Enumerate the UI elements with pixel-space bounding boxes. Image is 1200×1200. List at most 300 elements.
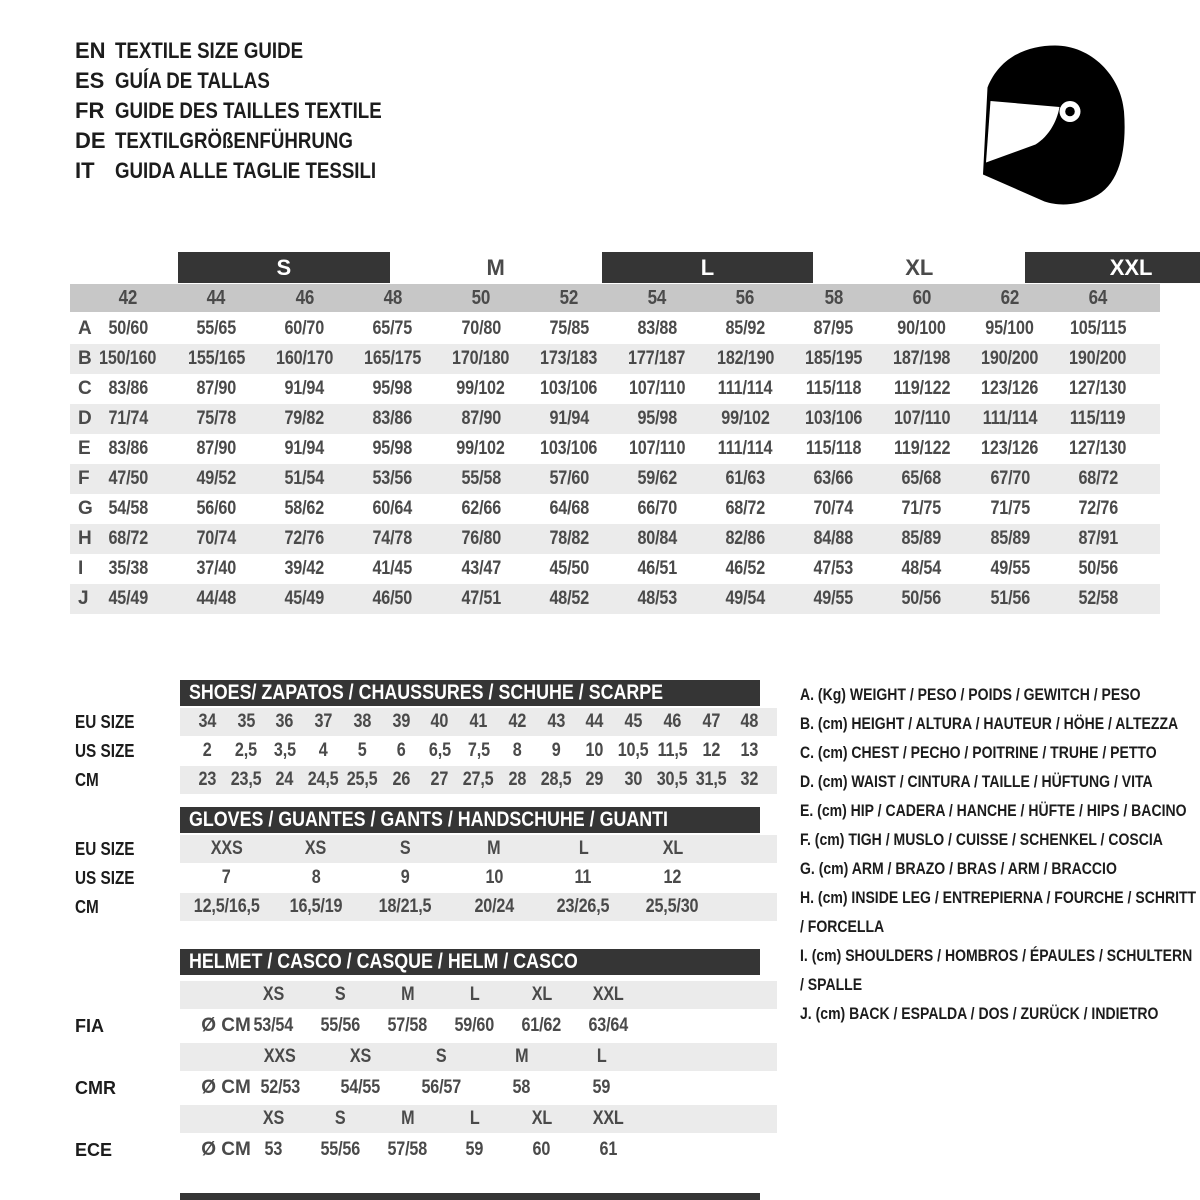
language-title-list <box>75 36 429 186</box>
value-cell: 83/88 <box>637 318 677 339</box>
value-cell: 47/51 <box>460 588 501 609</box>
value-cell: 190/200 <box>981 348 1039 369</box>
size-label-s: S <box>178 252 390 283</box>
value-cell: 60/70 <box>284 318 325 339</box>
legend-item-i: I. (cm) SHOULDERS / HOMBROS / ÉPAULES / SCHULTERN / SPALLE <box>800 947 1193 994</box>
gloves-eu-value: S <box>399 838 411 859</box>
helmet-size-label: XS <box>349 1046 372 1067</box>
helmet-value: 56/57 <box>421 1077 461 1098</box>
value-cell: 70/74 <box>813 498 854 519</box>
language-row <box>75 66 429 96</box>
helmet-size-label: XXL <box>593 984 624 1005</box>
standard-label-cmr: CMR <box>75 1077 116 1098</box>
value-cell: 95/98 <box>637 408 677 429</box>
gloves-us-value: 11 <box>574 867 592 888</box>
gloves-eu-cells <box>182 835 717 863</box>
size-label-l: L <box>602 252 814 283</box>
measure-row-c <box>70 374 1160 404</box>
measure-row-h <box>70 524 1160 554</box>
value-cell: 99/102 <box>721 408 770 429</box>
value-cell: 95/98 <box>372 438 413 459</box>
shoes-cm-value: 25,5 <box>346 769 378 790</box>
value-cell: 155/165 <box>187 348 245 369</box>
shoes-us-value: 2,5 <box>235 740 258 761</box>
value-cell: 107/110 <box>628 438 686 459</box>
value-cell: 190/200 <box>1069 348 1127 369</box>
value-cell: 165/175 <box>363 348 422 369</box>
row-label: H <box>78 528 92 549</box>
value-cell: 173/183 <box>540 348 598 369</box>
shoes-us-value: 7,5 <box>467 740 490 761</box>
value-cell: 115/118 <box>805 378 862 399</box>
shoes-cm-value: 28,5 <box>540 769 572 790</box>
value-cell: 85/92 <box>725 318 766 339</box>
value-cell: 61/63 <box>725 468 766 489</box>
value-cell: 46/52 <box>725 558 766 579</box>
shoes-eu-value: 41 <box>469 711 488 732</box>
helmet-size-label: L <box>469 984 480 1005</box>
shoes-us-value: 11,5 <box>657 740 688 761</box>
shoes-cm-value: 24 <box>276 769 294 790</box>
value-cell: 91/94 <box>549 408 589 429</box>
size-letter-header-row <box>178 252 1200 283</box>
value-cell: 87/90 <box>196 378 237 399</box>
value-cell: 127/130 <box>1069 378 1127 399</box>
gloves-us-value: 7 <box>222 867 231 888</box>
value-cell: 57/60 <box>549 468 589 489</box>
measure-row-e <box>70 434 1160 464</box>
value-cell: 52/58 <box>1078 588 1118 609</box>
value-cell: 44/48 <box>196 588 237 609</box>
gloves-eu-value: XXS <box>210 838 243 859</box>
gloves-cm-label: CM <box>75 896 99 917</box>
language-row <box>75 126 429 156</box>
shoes-us-value: 9 <box>551 740 561 761</box>
value-cell: 182/190 <box>716 348 774 369</box>
shoes-us-value: 3,5 <box>273 740 296 761</box>
value-cell: 103/106 <box>540 438 598 459</box>
legend-item-f: F. (cm) TIGH / MUSLO / CUISSE / SCHENKEL / COSCIA <box>800 831 1163 849</box>
helmet-size-band-cmr <box>180 1043 777 1071</box>
shoes-eu-value: 43 <box>547 711 565 732</box>
shoes-eu-row <box>180 708 777 736</box>
value-cell: 127/130 <box>1069 438 1127 459</box>
value-cell: 87/90 <box>460 408 501 429</box>
helmet-value: 57/58 <box>387 1015 428 1036</box>
value-cell: 65/68 <box>901 468 942 489</box>
gloves-eu-value: L <box>578 838 589 859</box>
value-cell: 115/118 <box>805 438 862 459</box>
helmet-size-label: XL <box>531 1108 552 1129</box>
value-cell: 66/70 <box>637 498 677 519</box>
value-cell: 72/76 <box>284 528 325 549</box>
value-cell: 55/65 <box>196 318 237 339</box>
helmet-size-label: XS <box>262 1108 285 1129</box>
row-values <box>84 344 1142 374</box>
row-values <box>84 314 1142 344</box>
value-cell: 91/94 <box>284 438 325 459</box>
value-cell: 85/89 <box>901 528 942 549</box>
value-cell: 111/114 <box>718 438 773 459</box>
helmet-value-row-fia <box>180 1012 777 1040</box>
numeric-size-cells <box>84 284 1142 312</box>
gloves-eu-value: XL <box>662 838 683 859</box>
value-cell: 119/122 <box>893 438 950 459</box>
gloves-eu-value: XS <box>305 838 327 859</box>
racing-helmet-icon <box>980 42 1130 205</box>
shoes-cm-value: 30,5 <box>656 769 688 790</box>
value-cell: 160/170 <box>275 348 334 369</box>
shoes-cm-value: 24,5 <box>308 769 339 790</box>
helmet-size-label: M <box>400 984 415 1005</box>
helmet-size-labels <box>240 1043 642 1071</box>
value-cell: 83/86 <box>372 408 413 429</box>
numeric-size-52: 52 <box>559 286 579 309</box>
value-cell: 111/114 <box>982 408 1038 429</box>
helmet-value: 59 <box>465 1139 484 1160</box>
helmet-size-label: XS <box>262 984 285 1005</box>
row-values <box>84 464 1142 494</box>
gloves-cm-value: 18/21,5 <box>378 896 432 917</box>
shoes-eu-value: 39 <box>392 711 410 732</box>
numeric-size-60: 60 <box>912 286 931 309</box>
value-cell: 37/40 <box>196 558 237 579</box>
gloves-section-title: GLOVES / GUANTES / GANTS / HANDSCHUHE / GUANTI <box>189 808 669 831</box>
gloves-us-value: 8 <box>311 867 321 888</box>
helmet-value-row-ece <box>180 1136 777 1164</box>
shoes-us-value: 12 <box>702 740 720 761</box>
value-cell: 58/62 <box>284 498 325 519</box>
shoes-cm-value: 29 <box>585 769 604 790</box>
value-cell: 48/54 <box>901 558 942 579</box>
gloves-cm-value: 23/26,5 <box>556 896 610 917</box>
helmet-values <box>240 1074 642 1102</box>
gloves-us-cells <box>182 864 717 892</box>
helmet-value: 61/62 <box>521 1015 562 1036</box>
value-cell: 70/80 <box>460 318 501 339</box>
diameter-cm-label: Ø CM <box>201 1077 251 1098</box>
row-values <box>84 404 1142 434</box>
helmet-size-label: M <box>400 1108 415 1129</box>
shoes-cm-value: 23,5 <box>230 769 262 790</box>
shoes-cm-label: CM <box>75 769 99 790</box>
row-label: G <box>78 498 93 519</box>
helmet-size-band-fia <box>180 981 777 1009</box>
value-cell: 45/49 <box>284 588 325 609</box>
numeric-size-62: 62 <box>1000 286 1020 309</box>
gloves-cm-cells <box>182 893 717 921</box>
value-cell: 49/52 <box>196 468 237 489</box>
value-cell: 68/72 <box>725 498 766 519</box>
legend-item-b: B. (cm) HEIGHT / ALTURA / HAUTEUR / HÖHE / ALTEZZA <box>800 715 1179 733</box>
gloves-us-value: 9 <box>400 867 410 888</box>
row-label: E <box>78 438 91 459</box>
measurement-legend <box>800 681 1200 1029</box>
value-cell: 47/50 <box>108 468 148 489</box>
shoes-cm-value: 30 <box>624 769 643 790</box>
value-cell: 170/180 <box>452 348 510 369</box>
value-cell: 79/82 <box>284 408 325 429</box>
value-cell: 71/74 <box>108 408 148 429</box>
value-cell: 177/187 <box>628 348 686 369</box>
value-cell: 51/54 <box>284 468 325 489</box>
numeric-size-44: 44 <box>206 286 226 309</box>
language-code: ES <box>75 68 105 93</box>
language-row <box>75 96 429 126</box>
value-cell: 72/76 <box>1078 498 1118 519</box>
legend-item-e: E. (cm) HIP / CADERA / HANCHE / HÜFTE / HIPS / BACINO <box>800 802 1187 820</box>
value-cell: 50/60 <box>108 318 148 339</box>
language-code: EN <box>75 38 106 63</box>
shoes-cm-cells <box>188 766 769 794</box>
helmet-size-label: M <box>514 1046 529 1067</box>
shoes-eu-value: 45 <box>624 711 643 732</box>
size-label-m: M <box>486 254 505 280</box>
legend-item-h: H. (cm) INSIDE LEG / ENTREPIERNA / FOURCHE / SCHRITT / FORCELLA <box>800 889 1197 936</box>
language-code: IT <box>75 158 95 183</box>
measurement-table <box>70 314 1160 614</box>
shoes-us-size-label: US SIZE <box>75 740 135 761</box>
shoes-cm-value: 28 <box>508 769 527 790</box>
numeric-size-58: 58 <box>824 286 843 309</box>
value-cell: 78/82 <box>549 528 589 549</box>
shoes-eu-size-label: EU SIZE <box>75 711 135 732</box>
value-cell: 45/50 <box>549 558 589 579</box>
shoes-eu-value: 40 <box>430 711 449 732</box>
gloves-us-value: 10 <box>485 867 503 888</box>
shoes-eu-value: 37 <box>314 711 333 732</box>
cutoff-section-bar <box>180 1193 760 1200</box>
helmet-value: 52/53 <box>260 1077 300 1098</box>
language-title: GUIDE DES TAILLES TEXTILE <box>115 98 382 123</box>
gloves-us-value: 12 <box>663 867 682 888</box>
language-row <box>75 36 429 66</box>
shoes-eu-cells <box>188 708 769 736</box>
value-cell: 47/53 <box>813 558 854 579</box>
gloves-cm-value: 12,5/16,5 <box>193 896 260 917</box>
shoes-eu-value: 35 <box>237 711 255 732</box>
value-cell: 49/55 <box>813 588 854 609</box>
value-cell: 119/122 <box>893 378 950 399</box>
legend-item-c: C. (cm) CHEST / PECHO / POITRINE / TRUHE / PETTO <box>800 744 1157 762</box>
measure-row-i <box>70 554 1160 584</box>
value-cell: 68/72 <box>108 528 148 549</box>
shoes-us-value: 6 <box>396 740 406 761</box>
value-cell: 49/55 <box>990 558 1030 579</box>
value-cell: 187/198 <box>893 348 951 369</box>
value-cell: 41/45 <box>372 558 413 579</box>
value-cell: 67/70 <box>990 468 1030 489</box>
value-cell: 46/51 <box>637 558 677 579</box>
value-cell: 65/75 <box>372 318 413 339</box>
value-cell: 71/75 <box>901 498 942 519</box>
row-label: D <box>78 408 92 429</box>
shoes-us-row <box>180 737 777 765</box>
gloves-cm-value: 20/24 <box>474 896 514 917</box>
shoes-cm-value: 27 <box>430 769 449 790</box>
numeric-size-42: 42 <box>118 286 138 309</box>
helmet-size-label: XXS <box>264 1046 297 1067</box>
value-cell: 103/106 <box>804 408 863 429</box>
shoes-eu-value: 48 <box>740 711 759 732</box>
helmet-value: 59 <box>593 1077 611 1098</box>
helmet-size-label: S <box>335 984 346 1005</box>
helmet-value: 63/64 <box>588 1015 629 1036</box>
gloves-eu-row <box>180 835 777 863</box>
shoes-us-value: 2 <box>202 740 212 761</box>
row-label: A <box>78 318 92 339</box>
numeric-size-64: 64 <box>1088 286 1108 309</box>
value-cell: 107/110 <box>893 408 950 429</box>
helmet-values <box>240 1136 642 1164</box>
helmet-size-label: XL <box>531 984 552 1005</box>
value-cell: 99/102 <box>456 438 505 459</box>
helmet-value-row-cmr <box>180 1074 777 1102</box>
helmet-value: 58 <box>512 1077 531 1098</box>
measure-row-b <box>70 344 1160 374</box>
value-cell: 50/56 <box>1078 558 1118 579</box>
value-cell: 70/74 <box>196 528 237 549</box>
value-cell: 123/126 <box>981 438 1039 459</box>
shoes-us-value: 5 <box>357 740 367 761</box>
numeric-size-48: 48 <box>383 286 402 309</box>
measure-row-d <box>70 404 1160 434</box>
row-values <box>84 494 1142 524</box>
helmet-values <box>240 1012 642 1040</box>
helmet-size-band-ece <box>180 1105 777 1133</box>
value-cell: 75/85 <box>549 318 589 339</box>
shoes-us-value: 13 <box>740 740 759 761</box>
standard-label-fia: FIA <box>75 1015 104 1036</box>
value-cell: 83/86 <box>108 438 148 459</box>
value-cell: 75/78 <box>196 408 237 429</box>
helmet-size-label: S <box>335 1108 346 1129</box>
language-title: TEXTILE SIZE GUIDE <box>115 38 304 63</box>
shoes-section-title: SHOES/ ZAPATOS / CHAUSSURES / SCHUHE / SCARPE <box>189 681 664 704</box>
shoes-eu-value: 46 <box>663 711 681 732</box>
helmet-size-label: L <box>596 1046 607 1067</box>
value-cell: 45/49 <box>108 588 148 609</box>
helmet-value: 55/56 <box>320 1139 361 1160</box>
helmet-value: 53/54 <box>253 1015 294 1036</box>
helmet-value: 57/58 <box>387 1139 428 1160</box>
helmet-value: 61 <box>599 1139 618 1160</box>
value-cell: 74/78 <box>372 528 413 549</box>
shoes-cm-value: 26 <box>392 769 410 790</box>
value-cell: 90/100 <box>897 318 946 339</box>
value-cell: 48/53 <box>637 588 677 609</box>
numeric-size-band <box>70 284 1160 312</box>
shoes-us-cells <box>188 737 769 765</box>
helmet-value: 53 <box>264 1139 283 1160</box>
value-cell: 105/115 <box>1069 318 1127 339</box>
shoes-cm-value: 32 <box>740 769 759 790</box>
value-cell: 80/84 <box>637 528 677 549</box>
helmet-size-labels <box>240 1105 642 1133</box>
helmet-size-labels <box>240 981 642 1009</box>
shoes-eu-value: 38 <box>353 711 372 732</box>
gloves-eu-value: M <box>487 838 501 859</box>
value-cell: 103/106 <box>540 378 598 399</box>
gloves-eu-size-label: EU SIZE <box>75 838 135 859</box>
row-values <box>84 554 1142 584</box>
value-cell: 87/95 <box>813 318 854 339</box>
helmet-size-label: XXL <box>593 1108 624 1129</box>
shoes-us-value: 6,5 <box>428 740 451 761</box>
gloves-cm-value: 25,5/30 <box>646 896 699 917</box>
shoes-cm-value: 31,5 <box>695 769 727 790</box>
helmet-size-label: S <box>435 1046 447 1067</box>
value-cell: 84/88 <box>813 528 854 549</box>
value-cell: 95/98 <box>372 378 413 399</box>
helmet-value: 60 <box>532 1139 551 1160</box>
value-cell: 49/54 <box>725 588 766 609</box>
value-cell: 111/114 <box>718 378 773 399</box>
shoes-eu-value: 36 <box>276 711 294 732</box>
value-cell: 91/94 <box>284 378 325 399</box>
value-cell: 99/102 <box>456 378 505 399</box>
value-cell: 62/66 <box>460 498 501 519</box>
measure-row-a <box>70 314 1160 344</box>
legend-item-j: J. (cm) BACK / ESPALDA / DOS / ZURÜCK / INDIETRO <box>800 1005 1159 1023</box>
shoes-eu-value: 42 <box>508 711 527 732</box>
numeric-size-54: 54 <box>647 286 667 309</box>
row-values <box>84 524 1142 554</box>
row-label: I <box>78 558 84 579</box>
gloves-cm-value: 16,5/19 <box>289 896 343 917</box>
value-cell: 64/68 <box>549 498 589 519</box>
shoes-us-value: 10,5 <box>618 740 649 761</box>
shoes-eu-value: 34 <box>198 711 217 732</box>
value-cell: 95/100 <box>985 318 1034 339</box>
value-cell: 87/90 <box>196 438 237 459</box>
helmet-size-label: L <box>469 1108 480 1129</box>
legend-item-g: G. (cm) ARM / BRAZO / BRAS / ARM / BRACCIO <box>800 860 1117 878</box>
value-cell: 59/62 <box>637 468 677 489</box>
numeric-size-56: 56 <box>735 286 755 309</box>
shoes-us-value: 4 <box>319 740 328 761</box>
measure-row-j <box>70 584 1160 614</box>
row-values <box>84 434 1142 464</box>
shoes-cm-row <box>180 766 777 794</box>
value-cell: 56/60 <box>196 498 237 519</box>
gloves-cm-row <box>180 893 777 921</box>
language-title: GUÍA DE TALLAS <box>115 68 270 93</box>
value-cell: 35/38 <box>108 558 148 579</box>
value-cell: 87/91 <box>1078 528 1118 549</box>
language-code: DE <box>75 128 106 153</box>
measure-row-g <box>70 494 1160 524</box>
numeric-size-50: 50 <box>471 286 491 309</box>
value-cell: 55/58 <box>460 468 501 489</box>
diameter-cm-label: Ø CM <box>201 1015 251 1036</box>
value-cell: 54/58 <box>108 498 148 519</box>
size-label-xxl: XXL <box>1025 252 1200 283</box>
gloves-us-size-label: US SIZE <box>75 867 135 888</box>
value-cell: 123/126 <box>981 378 1039 399</box>
row-label: J <box>78 588 89 609</box>
diameter-cm-label: Ø CM <box>201 1139 251 1160</box>
row-label: C <box>78 378 92 399</box>
value-cell: 68/72 <box>1078 468 1118 489</box>
standard-label-ece: ECE <box>75 1139 113 1160</box>
gloves-us-row <box>180 864 777 892</box>
value-cell: 185/195 <box>804 348 863 369</box>
value-cell: 39/42 <box>284 558 325 579</box>
value-cell: 107/110 <box>628 378 686 399</box>
helmet-value: 59/60 <box>454 1015 495 1036</box>
value-cell: 51/56 <box>990 588 1030 609</box>
